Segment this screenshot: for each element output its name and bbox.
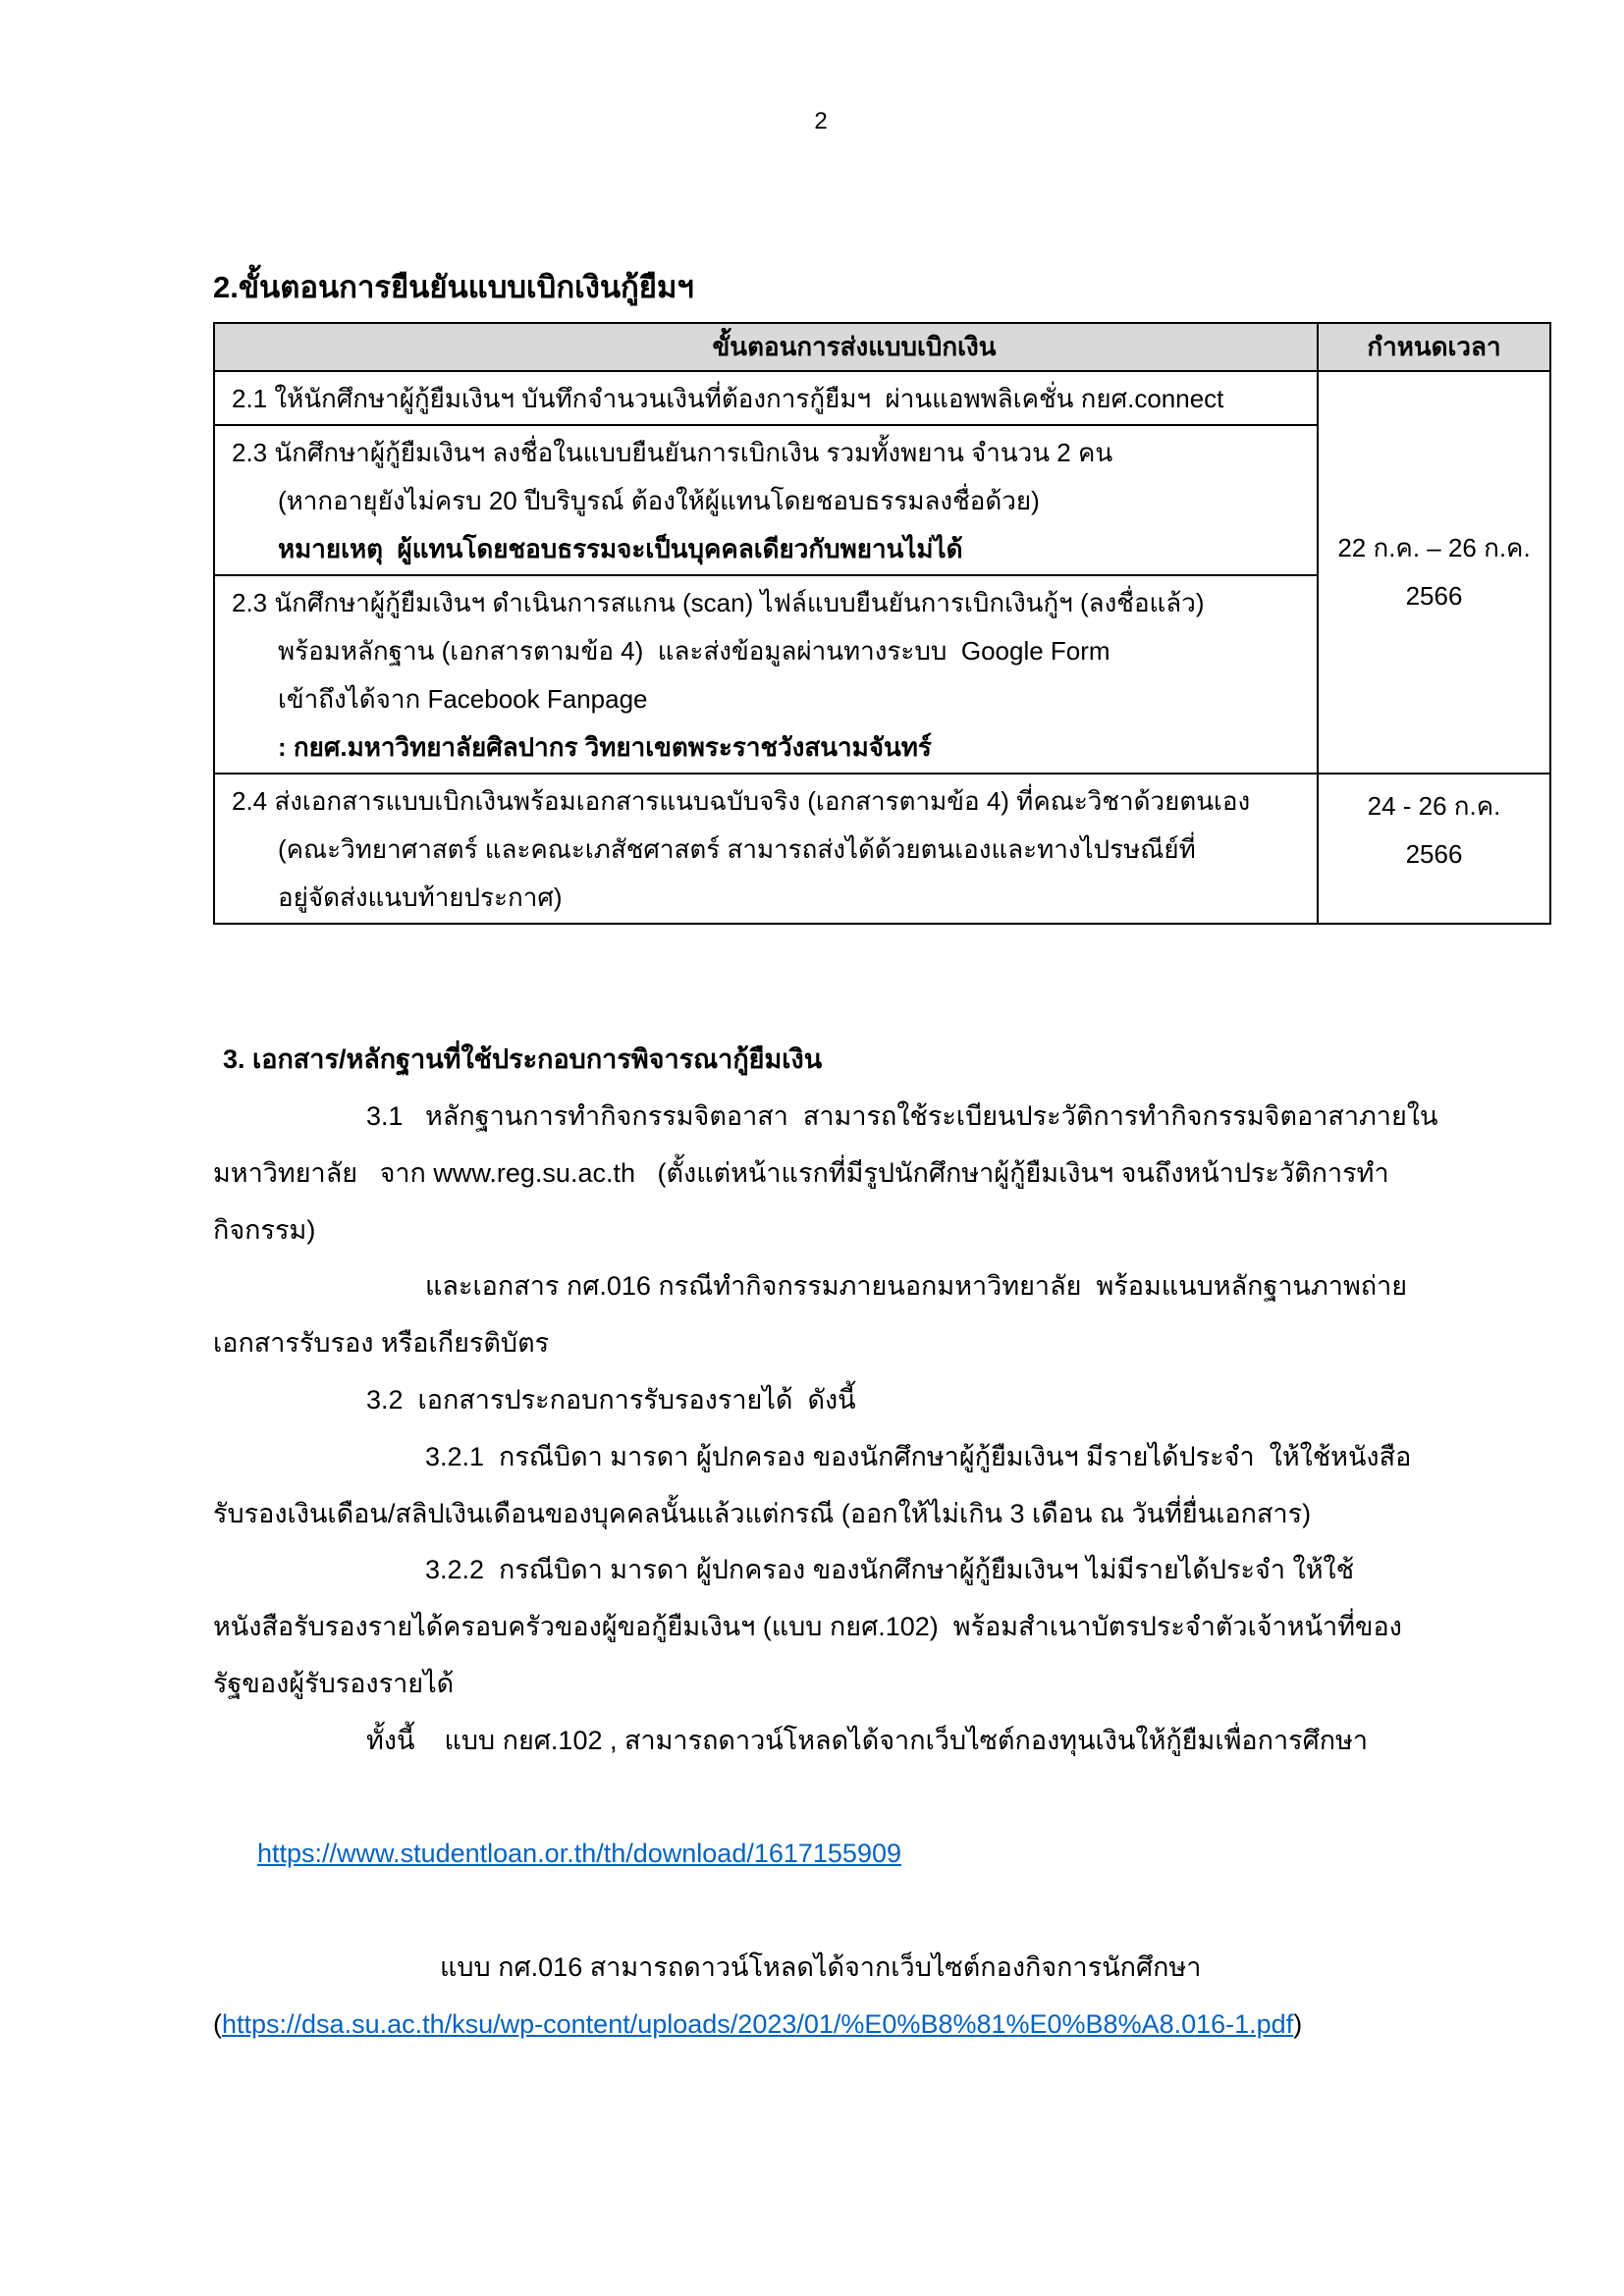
ksu-download-note: แบบ กศ.016 สามารถดาวน์โหลดได้จากเว็บไซต์กองกิจการนักศึกษา: [440, 1951, 1202, 1982]
deadline-cell-b: [1318, 774, 1550, 924]
step-2-3-sign-note: หมายเหตุ ผู้แทนโดยชอบธรรมจะเป็นบุคคลเดียวกับพยานไม่ได้: [278, 534, 963, 563]
step-2-3-sign-condition: (หากอายุยังไม่ครบ 20 ปีบริบูรณ์ ต้องให้ผู้แทนโดยชอบธรรมลงชื่อด้วย): [278, 486, 1040, 515]
item-3-1-extra-line-1: และเอกสาร กศ.016 กรณีทำกิจกรรมภายนอกมหาวิทยาลัย พร้อมแนบหลักฐานภาพถ่าย: [425, 1271, 1408, 1302]
item-3-1-line-3: กิจกรรม): [213, 1214, 316, 1245]
step-2-3-scan-cell: [214, 575, 1318, 774]
ksu-form-download-link[interactable]: https://dsa.su.ac.th/ksu/wp-content/uploads/2023/01/%E0%B8%81%E0%B8%A8.016-1.pdf: [222, 2008, 1294, 2039]
step-2-4-text: 2.4 ส่งเอกสารแบบเบิกเงินพร้อมเอกสารแนบฉบับจริง (เอกสารตามข้อ 4) ที่คณะวิชาด้วยตนเอง: [232, 786, 1251, 816]
section-2-heading: 2.ขั้นตอนการยืนยันแบบเบิกเงินกู้ยืมฯ: [213, 270, 694, 304]
deadline-a-year: 2566: [1405, 581, 1463, 611]
step-2-3-fanpage-name: : กยศ.มหาวิทยาลัยศิลปากร วิทยาเขตพระราชวังสนามจันทร์: [278, 732, 932, 762]
download-note-line: ทั้งนี้ แบบ กยศ.102 , สามารถดาวน์โหลดได้จากเว็บไซต์กองทุนเงินให้กู้ยืมเพื่อการศึกษา: [366, 1725, 1369, 1755]
studentloan-link-line: [213, 1770, 1519, 1940]
ksu-link-suffix: ): [1293, 2008, 1303, 2039]
item-3-1-line-2: มหาวิทยาลัย จาก www.reg.su.ac.th (ตั้งแต่หน้าแรกที่มีรูปนักศึกษาผู้กู้ยืมเงินฯ จนถึงหน้าประวัติการทำ: [213, 1157, 1389, 1188]
header-deadline: กำหนดเวลา: [1318, 323, 1550, 371]
step-2-3-scan-line-3: เข้าถึงได้จาก Facebook Fanpage: [278, 684, 648, 714]
step-2-1-cell: [214, 371, 1318, 425]
studentloan-download-link[interactable]: https://www.studentloan.or.th/th/download/1617155909: [257, 1839, 901, 1869]
deadline-cell-a: [1318, 371, 1550, 774]
steps-table: [213, 322, 1551, 925]
deadline-b-year: 2566: [1405, 839, 1463, 869]
section-3: [213, 1030, 1519, 2054]
header-steps: ขั้นตอนการส่งแบบเบิกเงิน: [214, 323, 1318, 371]
section-3-heading: 3. เอกสาร/หลักฐานที่ใช้ประกอบการพิจารณากู้ยืมเงิน: [223, 1044, 823, 1074]
item-3-2-1-line-2: รับรองเงินเดือน/สลิปเงินเดือนของบุคคลนั้นแล้วแต่กรณี (ออกให้ไม่เกิน 3 เดือน ณ วันที่ยื่นเอกสาร): [213, 1498, 1312, 1528]
item-3-2-1-line-1: 3.2.1 กรณีบิดา มารดา ผู้ปกครอง ของนักศึกษาผู้กู้ยืมเงินฯ มีรายได้ประจำ ให้ใช้หนังสือ: [425, 1441, 1412, 1471]
item-3-2-heading: 3.2 เอกสารประกอบการรับรองรายได้ ดังนี้: [366, 1384, 856, 1415]
item-3-1-line-1: 3.1 หลักฐานการทำกิจกรรมจิตอาสา สามารถใช้ระเบียนประวัติการทำกิจกรรมจิตอาสาภายใน: [366, 1101, 1438, 1131]
table-header-row: [214, 323, 1550, 371]
table-row: [214, 371, 1550, 425]
step-2-4-line-3: อยู่จัดส่งแนบท้ายประกาศ): [278, 882, 563, 912]
page-number: 2: [814, 108, 828, 134]
step-2-3-scan-line-2: พร้อมหลักฐาน (เอกสารตามข้อ 4) และส่งข้อมูลผ่านทางระบบ Google Form: [278, 636, 1110, 666]
step-2-1-text: 2.1 ให้นักศึกษาผู้กู้ยืมเงินฯ บันทึกจำนวนเงินที่ต้องการกู้ยืมฯ ผ่านแอพพลิเคชั่น กยศ.connect: [232, 384, 1224, 413]
step-2-3-sign-cell: [214, 425, 1318, 575]
table-row: [214, 774, 1550, 924]
step-2-4-line-2: (คณะวิทยาศาสตร์ และคณะเภสัชศาสตร์ สามารถส่งได้ด้วยตนเองและทางไปรษณีย์ที่: [278, 834, 1196, 864]
ksu-link-line: [213, 1997, 1519, 2054]
ksu-link-prefix: (: [213, 2008, 222, 2039]
step-2-3-scan-text: 2.3 นักศึกษาผู้กู้ยืมเงินฯ ดำเนินการสแกน (scan) ไฟล์แบบยืนยันการเบิกเงินกู้ฯ (ลงชื่อแล้ว): [232, 588, 1205, 617]
step-2-4-cell: [214, 774, 1318, 924]
item-3-2-2-line-2: หนังสือรับรองรายได้ครอบครัวของผู้ขอกู้ยืมเงินฯ (แบบ กยศ.102) พร้อมสำเนาบัตรประจำตัวเจ้าหน้าที่ของ: [213, 1612, 1402, 1642]
deadline-b-date: 24 - 26 ก.ค.: [1367, 791, 1501, 821]
item-3-1-extra-line-2: เอกสารรับรอง หรือเกียรติบัตร: [213, 1328, 550, 1359]
item-3-2-2-line-1: 3.2.2 กรณีบิดา มารดา ผู้ปกครอง ของนักศึกษาผู้กู้ยืมเงินฯ ไม่มีรายได้ประจำ ให้ใช้: [425, 1555, 1355, 1585]
step-2-3-sign-text: 2.3 นักศึกษาผู้กู้ยืมเงินฯ ลงชื่อในแบบยืนยันการเบิกเงิน รวมทั้งพยาน จำนวน 2 คน: [232, 438, 1113, 467]
item-3-2-2-line-3: รัฐของผู้รับรองรายได้: [213, 1668, 455, 1698]
deadline-a-date: 22 ก.ค. – 26 ก.ค.: [1337, 533, 1531, 562]
